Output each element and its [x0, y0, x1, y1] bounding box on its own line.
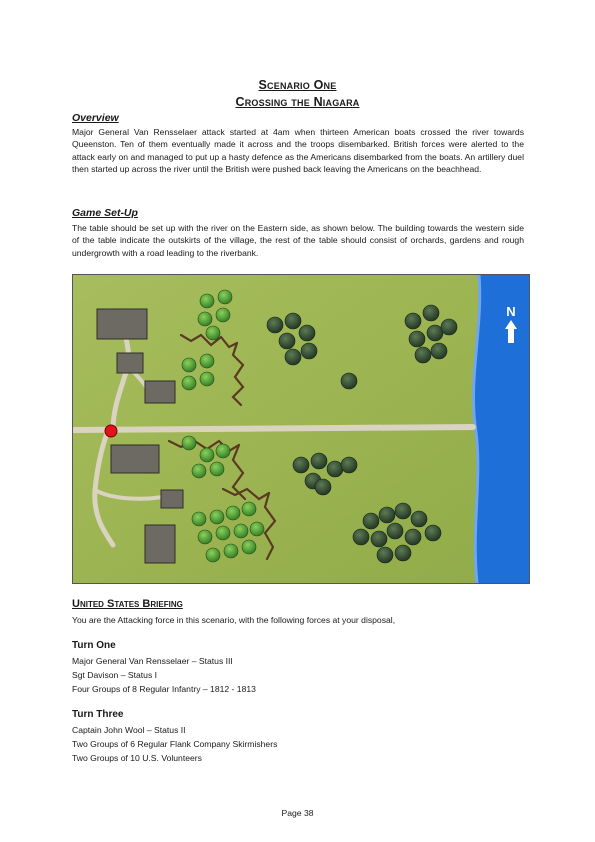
- north-label: N: [506, 304, 516, 319]
- setup-heading: Game Set-Up: [72, 207, 138, 219]
- turn-one-line: Major General Van Rensselaer – Status III: [72, 656, 233, 666]
- setup-text: The table should be set up with the river on the Eastern side, as shown below. The building towards the western side of the table indicate the outskirts of the village, the rest of the table should consist of orchards, gardens and rough undergrowth with a road leading to the riverbank.: [72, 223, 524, 258]
- scenario-subtitle: Crossing the Niagara: [235, 95, 360, 109]
- turn-one-line: Sgt Davison – Status I: [72, 670, 158, 680]
- turn-three-line: Two Groups of 10 U.S. Volunteers: [72, 753, 202, 763]
- turn-three-line: Two Groups of 6 Regular Flank Company Skirmishers: [72, 739, 278, 749]
- briefing-heading: United States Briefing: [72, 598, 183, 610]
- page-number: Page 38: [281, 808, 314, 818]
- turn-one-heading: Turn One: [72, 640, 116, 651]
- scenario-title: Scenario One: [258, 78, 337, 92]
- objective-marker: [105, 425, 117, 437]
- battlefield-map: [72, 274, 530, 584]
- turn-one-line: Four Groups of 8 Regular Infantry – 1812 - 1813: [72, 684, 256, 694]
- overview-heading: Overview: [72, 112, 119, 124]
- briefing-intro: You are the Attacking force in this scenario, with the following forces at your disposal,: [72, 615, 396, 625]
- turn-three-heading: Turn Three: [72, 709, 124, 720]
- river: [473, 275, 529, 583]
- overview-text: Major General Van Rensselaer attack started at 4am when thirteen American boats crossed the river towards Queenston. Ten of them eventually made it across and the troops disembarked. British forces were alerted to the attack early on and managed to put up a hasty defence as the Americans disembarked from the boats. An artillery duel then started up across the river until the British were pushed back leaving the Americans on the beachhead.: [72, 127, 524, 175]
- turn-three-line: Captain John Wool – Status II: [72, 725, 186, 735]
